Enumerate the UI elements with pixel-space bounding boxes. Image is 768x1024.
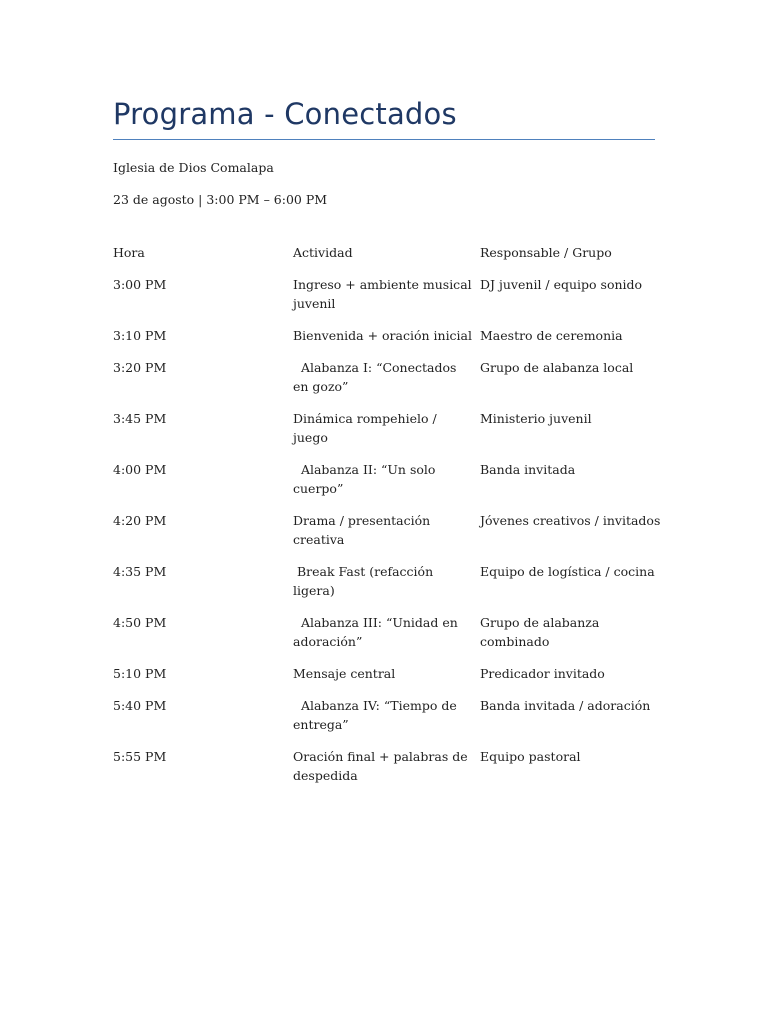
page-title: Programa - Conectados [113, 97, 457, 131]
title-underline [113, 139, 655, 140]
cell-hora: 4:20 PM [113, 513, 167, 528]
cell-actividad: Bienvenida + oración inicial [293, 328, 473, 343]
schedule-body [113, 275, 661, 798]
cell-actividad: Oración final + palabras de despedida [293, 749, 472, 783]
cell-hora: 3:45 PM [113, 411, 167, 426]
cell-actividad: Break Fast (refacción ligera) [293, 564, 438, 598]
cell-actividad: Alabanza II: “Un solo cuerpo” [293, 462, 440, 496]
cell-actividad: Dinámica rompehielo / juego [293, 411, 441, 445]
cell-hora: 3:20 PM [113, 360, 167, 375]
cell-hora: 3:10 PM [113, 328, 167, 343]
table-row [113, 696, 661, 747]
cell-actividad: Alabanza III: “Unidad en adoración” [293, 615, 462, 649]
cell-actividad: Alabanza I: “Conectados en gozo” [293, 360, 461, 394]
cell-hora: 5:10 PM [113, 666, 167, 681]
cell-responsable: Ministerio juvenil [480, 411, 592, 426]
table-row [113, 358, 661, 409]
cell-actividad: Mensaje central [293, 666, 396, 681]
header-responsable: Responsable / Grupo [480, 245, 612, 260]
cell-hora: 5:40 PM [113, 698, 167, 713]
table-row [113, 460, 661, 511]
cell-actividad: Drama / presentación creativa [293, 513, 435, 547]
header-actividad: Actividad [293, 245, 353, 260]
event-date-time: 23 de agosto | 3:00 PM – 6:00 PM [113, 192, 328, 207]
table-row [113, 326, 661, 358]
cell-hora: 3:00 PM [113, 277, 167, 292]
cell-responsable: Predicador invitado [480, 666, 605, 681]
table-row [113, 747, 661, 798]
table-row [113, 664, 661, 696]
table-row [113, 511, 661, 562]
cell-actividad: Alabanza IV: “Tiempo de entrega” [293, 698, 461, 732]
cell-hora: 4:00 PM [113, 462, 167, 477]
cell-hora: 4:50 PM [113, 615, 167, 630]
cell-responsable: Banda invitada [480, 462, 576, 477]
table-row [113, 562, 661, 613]
cell-responsable: Jóvenes creativos / invitados [480, 513, 661, 528]
cell-responsable: Maestro de ceremonia [480, 328, 623, 343]
cell-responsable: Grupo de alabanza combinado [480, 615, 600, 649]
table-row [113, 275, 661, 326]
cell-responsable: Banda invitada / adoración [480, 698, 651, 713]
cell-responsable: Equipo de logística / cocina [480, 564, 655, 579]
cell-responsable: DJ juvenil / equipo sonido [480, 277, 643, 292]
cell-responsable: Grupo de alabanza local [480, 360, 634, 375]
cell-hora: 4:35 PM [113, 564, 167, 579]
header-hora: Hora [113, 245, 145, 260]
cell-actividad: Ingreso + ambiente musical juvenil [293, 277, 476, 311]
cell-hora: 5:55 PM [113, 749, 167, 764]
schedule-table [113, 243, 661, 798]
cell-responsable: Equipo pastoral [480, 749, 581, 764]
table-row [113, 613, 661, 664]
table-row [113, 409, 661, 460]
table-header-row [113, 243, 661, 275]
church-name: Iglesia de Dios Comalapa [113, 160, 274, 175]
